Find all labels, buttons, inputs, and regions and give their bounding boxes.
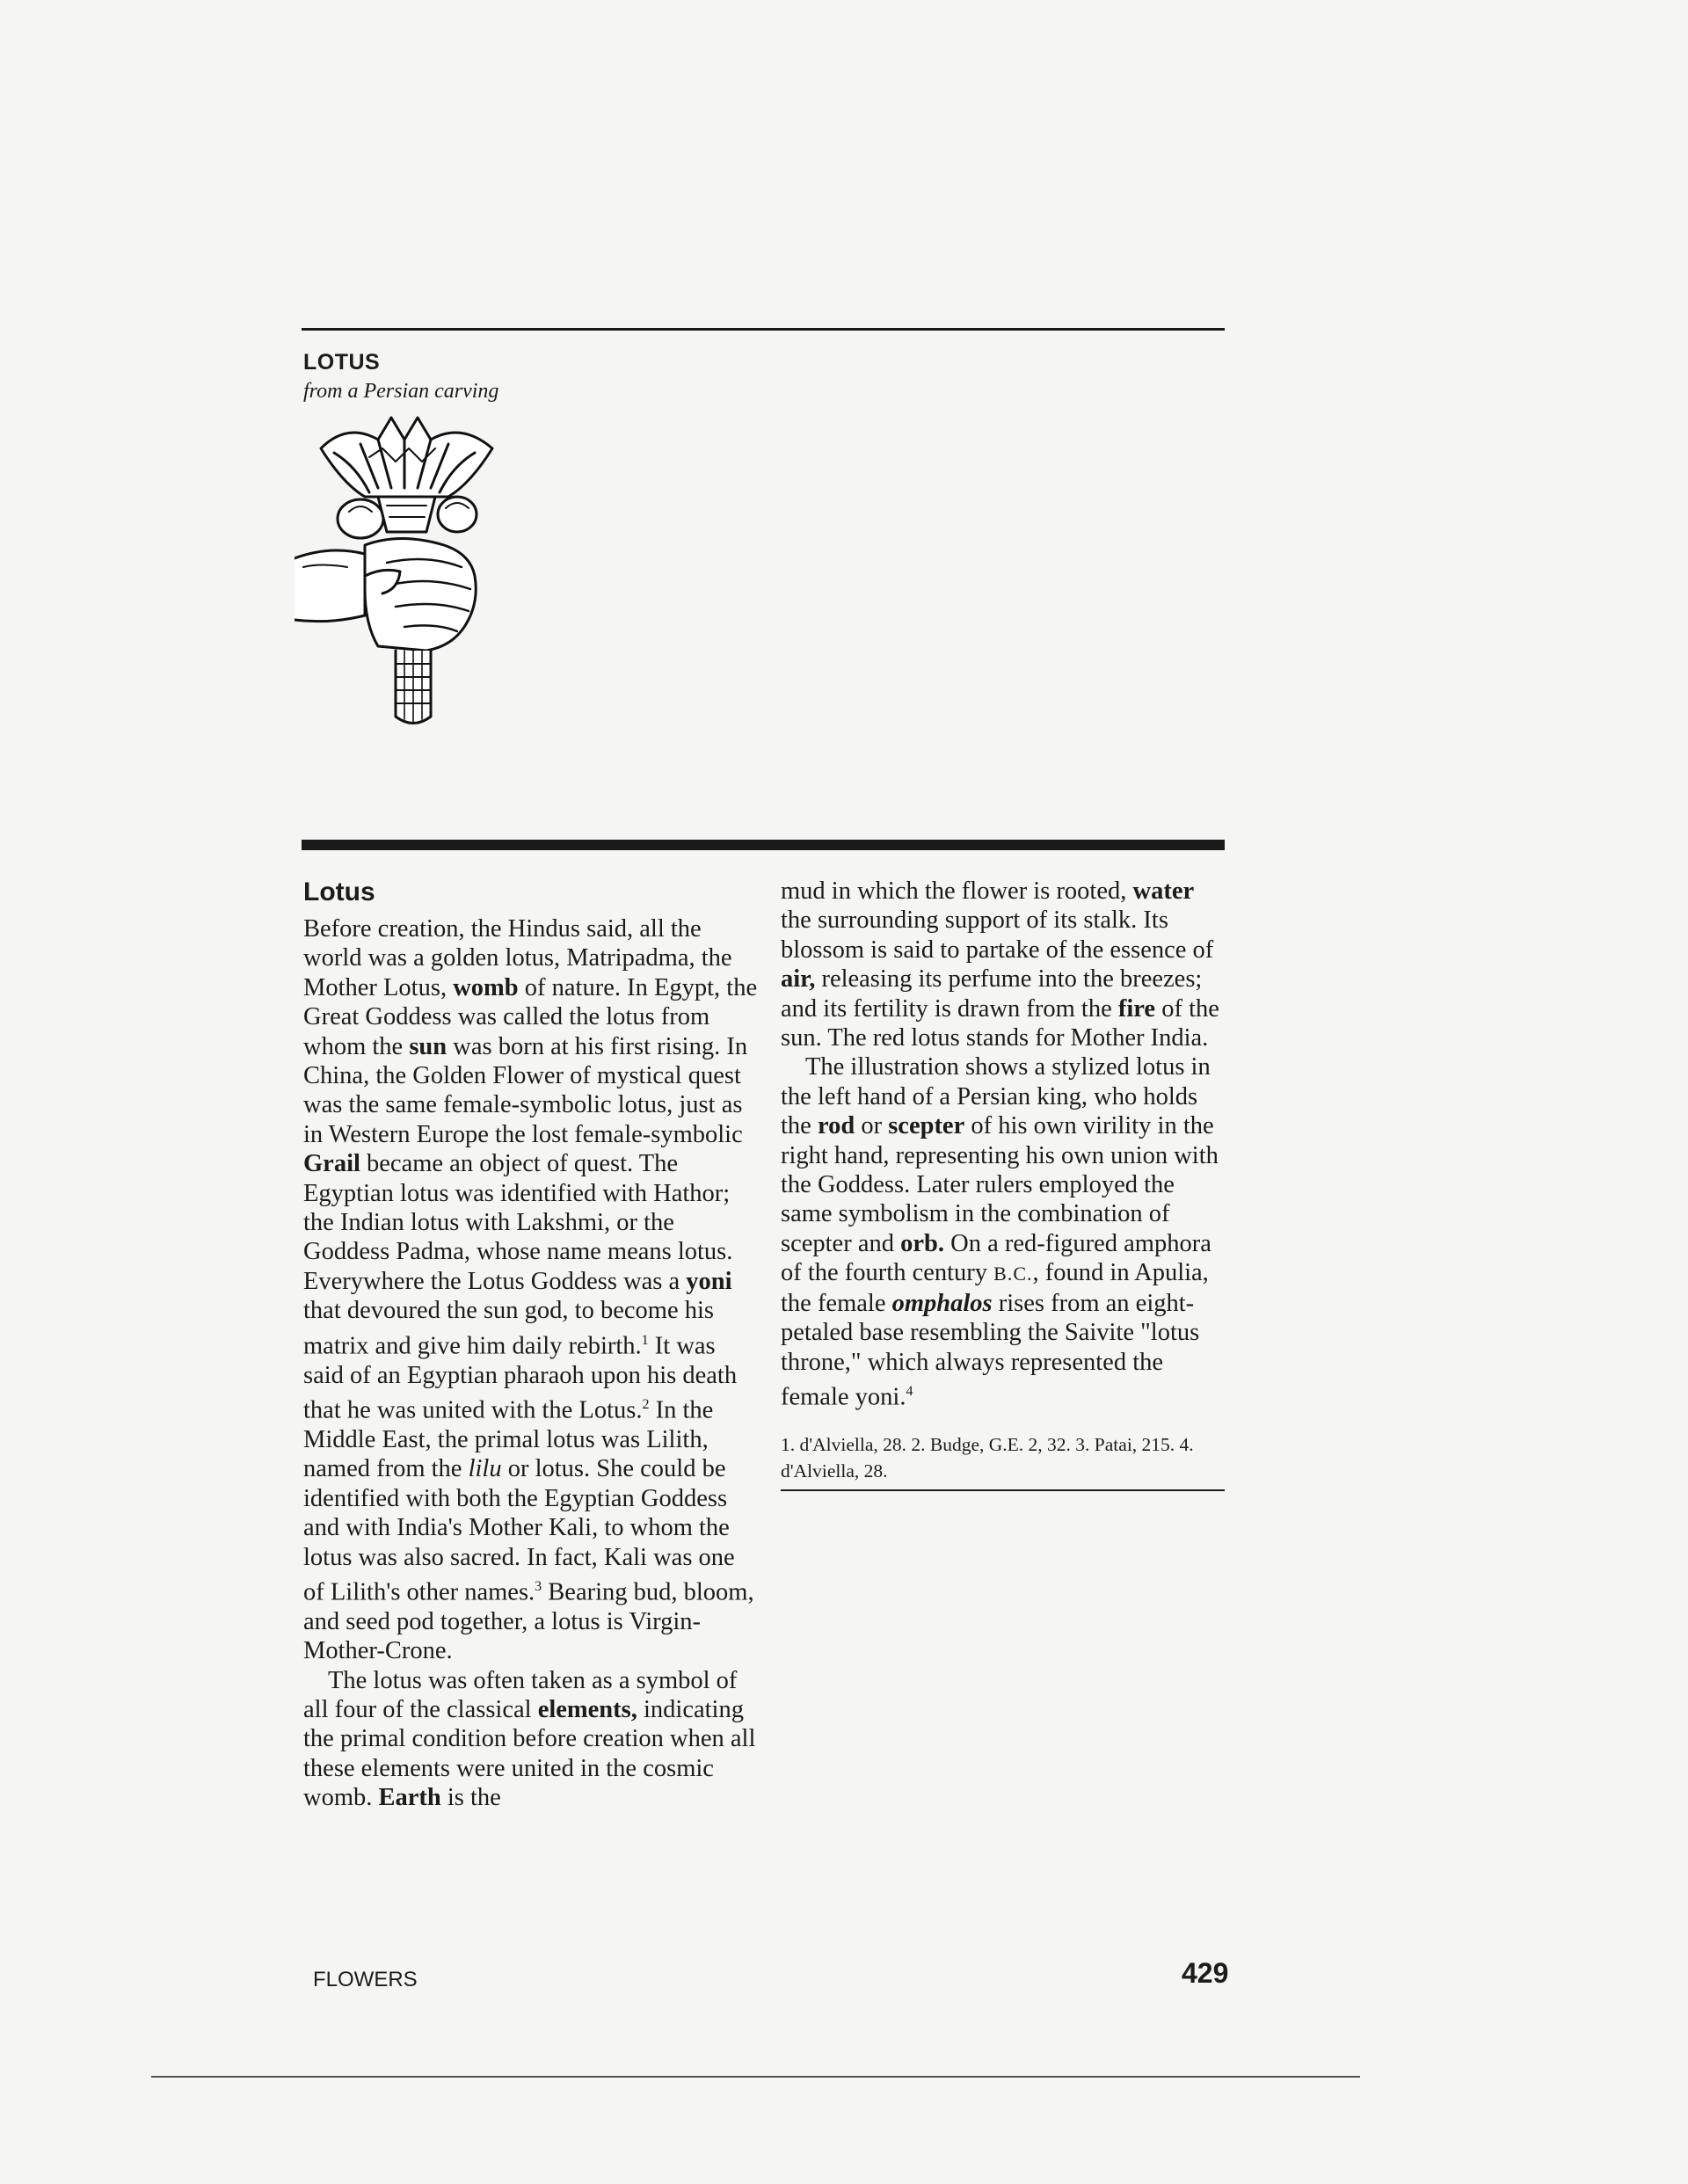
top-rule xyxy=(302,328,1225,331)
left-column-paragraph: The lotus was often taken as a symbol of all four of the classical elements, indicating the primal condition before creation when all these elements were united in the cosmic womb. Earth is the xyxy=(303,1666,756,1812)
entry-heading: Lotus xyxy=(303,877,375,906)
lotus-in-hand-illustration xyxy=(295,413,514,739)
right-paragraphs xyxy=(781,877,1225,1412)
running-footer-section: FLOWERS xyxy=(313,1968,418,1991)
footnotes-rule xyxy=(781,1489,1225,1491)
illustration-caption-title: LOTUS xyxy=(303,350,381,375)
left-text-column xyxy=(303,914,760,1813)
footnotes: 1. d'Alviella, 28. 2. Budge, G.E. 2, 32. 3. Patai, 215. 4. d'Alviella, 28. xyxy=(781,1433,1194,1481)
right-text-column xyxy=(781,877,1225,1491)
bottom-scan-rule xyxy=(151,2076,1360,2078)
page-number: 429 xyxy=(1182,1957,1229,1989)
right-column-paragraph: mud in which the flower is rooted, water the surrounding support of its stalk. Its blossom is said to partake of the essence of air, releasing its perfume into the breezes; and its fertility is drawn from the fire of the sun. The red lotus stands for Mother India. xyxy=(781,877,1219,1052)
illustration-caption-subtitle: from a Persian carving xyxy=(303,380,499,403)
section-divider-rule xyxy=(302,840,1225,850)
left-column-paragraph: Before creation, the Hindus said, all the world was a golden lotus, Matripadma, the Mother Lotus, womb of nature. In Egypt, the Great Goddess was called the lotus from whom the sun was born at his first rising. In China, the Golden Flower of mystical quest was the same female-symbolic lotus, just as in Western Europe the lost female-symbolic Grail became an object of quest. The Egyptian lotus was identified with Hathor; the Indian lotus with Lakshmi, or the Goddess Padma, whose name means lotus. Everywhere the Lotus Goddess was a yoni that devoured the sun god, to become his matrix and give him daily rebirth.$^1$ It was said of an Egyptian pharaoh upon his death that he was united with the Lotus.$^2$ In the Middle East, the primal lotus was Lilith, named from the lilu or lotus. She could be identified with both the Egyptian Goddess and with India's Mother Kali, to whom the lotus was also sacred. In fact, Kali was one of Lilith's other names.$^3$ Bearing bud, bloom, and seed pod together, a lotus is Virgin-Mother-Crone. xyxy=(303,915,758,1665)
right-column-paragraph: The illustration shows a stylized lotus in the left hand of a Persian king, who holds the rod or scepter of his own virility in the right hand, representing his own union with the Goddess. Later rulers employed the same symbolism in the combination of scepter and orb. On a red-figured amphora of the fourth century B.C., found in Apulia, the female omphalos rises from an eight-petaled base resembling the Saivite "lotus throne," which always represented the female yoni.$^4$ xyxy=(781,1053,1219,1411)
